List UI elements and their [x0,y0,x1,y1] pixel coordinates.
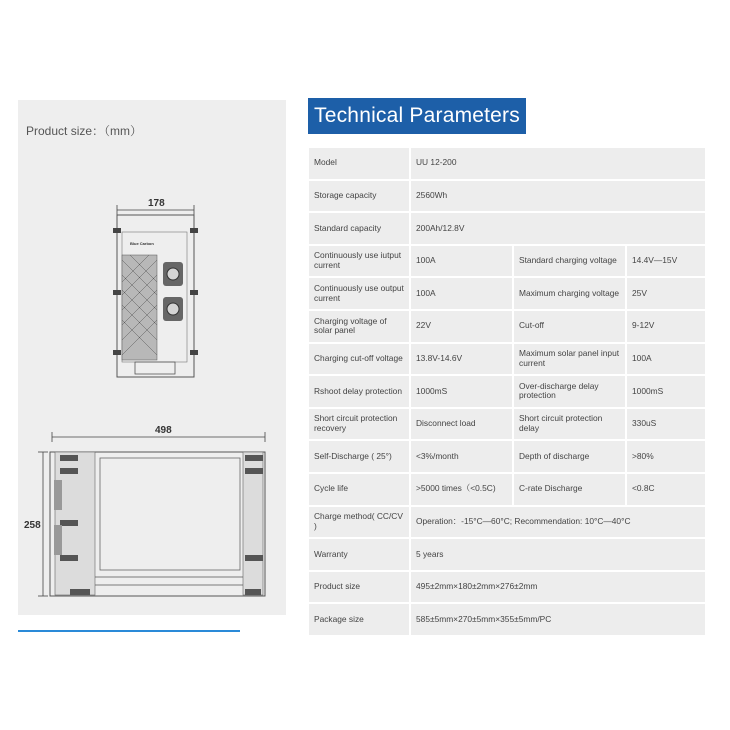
param-value: UU 12-200 [411,148,705,179]
side-width-label: 498 [155,425,172,436]
param-label: Product size [309,572,409,603]
param-value: 585±5mm×270±5mm×355±5mm/PC [411,604,705,635]
param-label-2: Short circuit protection delay [514,409,625,440]
table-row [308,473,706,506]
param-label: Short circuit protection recovery [309,409,409,440]
param-value-2: 100A [627,344,705,375]
param-value: 2560Wh [411,181,705,212]
battery-side-view [50,452,265,596]
param-label-2: Over-discharge delay protection [514,376,625,407]
side-height-label: 258 [24,520,41,531]
param-label: Warranty [309,539,409,570]
table-row [308,375,706,408]
table-row [308,180,706,213]
param-value: 200Ah/12.8V [411,213,705,244]
battery-front-view [113,215,198,377]
param-label: Continuously use output current [309,278,409,309]
param-label: Package size [309,604,409,635]
table-row [308,506,706,539]
table-row [308,212,706,245]
param-label-2: Maximum charging voltage [514,278,625,309]
brand-label: Blue Carbon [130,241,154,246]
technical-parameters-title: Technical Parameters [308,98,526,134]
param-label-2: Depth of discharge [514,441,625,472]
param-value: 495±2mm×180±2mm×276±2mm [411,572,705,603]
param-value: <3%/month [411,441,512,472]
table-row [308,440,706,473]
param-value-2: 25V [627,278,705,309]
table-row [308,408,706,441]
param-value: 22V [411,311,512,342]
table-row [308,603,706,636]
param-value-2: 330uS [627,409,705,440]
param-value: 13.8V-14.6V [411,344,512,375]
param-value: >5000 times（<0.5C) [411,474,512,505]
param-value: 1000mS [411,376,512,407]
table-row [308,310,706,343]
table-row [308,245,706,278]
table-row [308,147,706,180]
param-label: Standard capacity [309,213,409,244]
top-width-label: 178 [148,198,165,209]
param-value-2: 14.4V—15V [627,246,705,277]
param-label-2: Standard charging voltage [514,246,625,277]
param-label: Continuously use iutput current [309,246,409,277]
param-label: Self-Discharge ( 25°) [309,441,409,472]
param-label: Cycle life [309,474,409,505]
param-label: Model [309,148,409,179]
table-row [308,277,706,310]
param-value: 100A [411,246,512,277]
param-label-2: Maximum solar panel input current [514,344,625,375]
table-row [308,538,706,571]
param-value-2: 1000mS [627,376,705,407]
param-label: Rshoot delay protection [309,376,409,407]
param-value: Disconnect load [411,409,512,440]
param-value-2: <0.8C [627,474,705,505]
table-row [308,571,706,604]
param-label: Charge method( CC/CV ) [309,507,409,538]
product-size-label: Product size：（mm） [26,124,143,138]
param-value-2: >80% [627,441,705,472]
param-label: Charging cut-off voltage [309,344,409,375]
param-value: 100A [411,278,512,309]
param-value: Operation：-15°C—60°C; Recommendation: 10°C—40°C [411,507,705,538]
param-value-2: 9-12V [627,311,705,342]
param-label: Charging voltage of solar panel [309,311,409,342]
param-value: 5 years [411,539,705,570]
technical-parameters-table [308,147,706,636]
param-label: Storage capacity [309,181,409,212]
param-label-2: Cut-off [514,311,625,342]
battery-dimension-diagram [0,0,300,640]
param-label-2: C-rate Discharge [514,474,625,505]
table-row [308,343,706,376]
